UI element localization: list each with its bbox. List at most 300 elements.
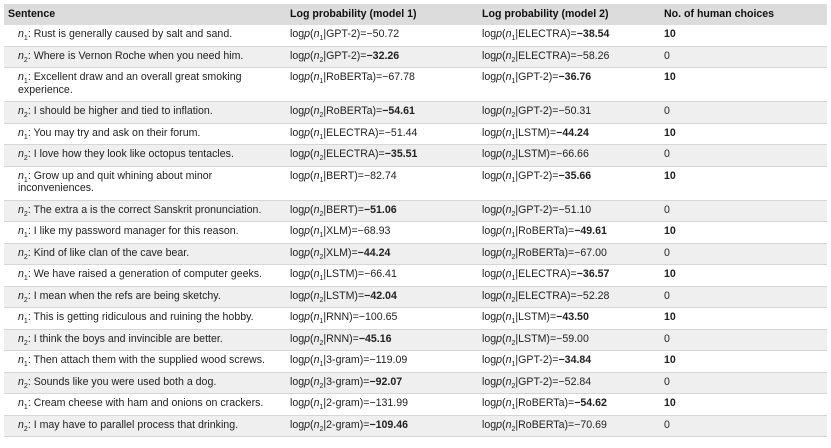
log-prob-cell: $\log p(n_2|RoBERTa)=-70.69$ — [478, 415, 660, 437]
choices-value: 0 — [664, 148, 670, 160]
prob-symbol: p — [304, 418, 311, 431]
prob-symbol: p — [304, 28, 311, 40]
choices-cell — [660, 394, 827, 416]
sentence-cell: $n_2$: I should be higher and tied to inflation. — [4, 102, 286, 124]
sentence-var: n — [313, 375, 320, 388]
log-prob-cell: $\log p(n_2|XLM)=-44.24$ — [286, 243, 478, 265]
sentence-var: n — [18, 375, 24, 388]
prob-symbol: p — [496, 126, 503, 139]
log-prob-cell: $\log p(n_2|GPT-2)=-51.10$ — [478, 200, 660, 222]
sentence-index: 2 — [319, 425, 324, 433]
log-prob-cell: $\log p(n_1|2-gram)=-131.99$ — [286, 394, 478, 416]
sentence-index: 1 — [511, 318, 516, 326]
table-row — [4, 166, 827, 200]
choices-value: 10 — [664, 71, 676, 83]
sentence-text: Grow up and quit whining about minor inconveniences. — [18, 169, 213, 194]
prob-symbol: p — [304, 268, 311, 280]
choices-cell — [660, 123, 827, 145]
sentence-text: I mean when the refs are being sketchy. — [33, 289, 221, 302]
prob-symbol: p — [304, 71, 311, 83]
sentence-index: 1 — [511, 133, 516, 141]
prob-symbol: p — [496, 148, 503, 160]
sentence-index: 2 — [23, 253, 28, 261]
sentence-var: n — [505, 169, 512, 182]
log-prob-cell: $\log p(n_1|RNN)=-100.65$ — [286, 308, 478, 330]
sentence-cell: $n_2$: Sounds like you were used both a dog. — [4, 372, 286, 394]
sentence-var: n — [505, 246, 512, 259]
sentence-index: 1 — [23, 133, 28, 141]
log-prob-cell: $\log p(n_2|ELECTRA)=-35.51$ — [286, 145, 478, 167]
log-prob-value: −100.65 — [358, 311, 398, 323]
sentence-index: 2 — [319, 253, 324, 261]
log-prob-cell: $\log p(n_2|LSTM)=-66.66$ — [478, 145, 660, 167]
sentence-var: n — [313, 354, 320, 366]
sentence-index: 1 — [319, 176, 324, 184]
model-name: 2-gram — [326, 397, 360, 409]
sentence-index: 2 — [319, 155, 324, 163]
log-prob-value: −52.28 — [576, 289, 610, 302]
sentence-var: n — [313, 203, 320, 216]
log-prob-value: −67.00 — [574, 246, 607, 259]
log-prob-value: −68.93 — [357, 225, 391, 237]
choices-value: 10 — [664, 268, 676, 280]
choices-value: 0 — [664, 289, 670, 302]
log-prob-value: −54.62 — [574, 397, 607, 409]
sentence-index: 1 — [23, 275, 28, 283]
sentence-var: n — [18, 225, 24, 237]
sentence-index: 1 — [511, 275, 516, 283]
prob-symbol: p — [496, 28, 503, 40]
sentence-cell: $n_2$: I love how they look like octopus tentacles. — [4, 145, 286, 167]
prob-symbol: p — [496, 169, 503, 182]
log-prob-value: −92.07 — [369, 375, 403, 388]
log-prob-value: −52.84 — [558, 375, 592, 388]
log-prob-value: −44.24 — [556, 126, 589, 139]
log-prob-value: −66.66 — [556, 148, 589, 160]
log-prob-cell: $\log p(n_1|LSTM)=-44.24$ — [478, 123, 660, 145]
sentence-cell: $n_1$: Excellent draw and an overall great smoking experience. — [4, 68, 286, 102]
table-row — [4, 145, 827, 167]
model-name: ELECTRA — [518, 49, 568, 62]
sentence-index: 2 — [23, 339, 28, 347]
sentence-var: n — [313, 126, 320, 139]
header-log-prob-model-1: Log probability (model 1) — [286, 4, 478, 25]
sentence-index: 1 — [319, 35, 324, 43]
sentence-var: n — [313, 332, 320, 345]
sentence-text: I should be higher and tied to inflation. — [33, 105, 213, 117]
log-prob-cell: $\log p(n_1|GPT-2)=-36.76$ — [478, 68, 660, 102]
model-name: XLM — [326, 246, 348, 259]
sentence-var: n — [313, 289, 320, 302]
sentence-var: n — [313, 246, 320, 259]
choices-cell — [660, 102, 827, 124]
header-log-prob-model-2: Log probability (model 2) — [478, 4, 660, 25]
sentence-var: n — [505, 268, 512, 280]
choices-value: 10 — [664, 28, 676, 40]
model-name: ELECTRA — [326, 148, 376, 160]
sentence-cell: $n_1$: Rust is generally caused by salt and sand. — [4, 25, 286, 46]
sentence-index: 1 — [511, 35, 516, 43]
sentence-var: n — [18, 49, 24, 62]
log-prob-cell: $\log p(n_2|BERT)=-51.06$ — [286, 200, 478, 222]
sentence-index: 1 — [319, 404, 324, 412]
choices-value: 0 — [664, 49, 670, 62]
sentence-text: Then attach them with the supplied wood screws. — [33, 354, 265, 366]
model-name: LSTM — [518, 126, 547, 139]
sentence-index: 2 — [319, 339, 324, 347]
prob-symbol: p — [304, 354, 311, 366]
prob-symbol: p — [496, 246, 503, 259]
table-row — [4, 415, 827, 437]
choices-value: 10 — [664, 311, 676, 323]
log-prob-cell: $\log p(n_1|BERT)=-82.74$ — [286, 166, 478, 200]
model-name: GPT-2 — [518, 375, 549, 388]
choices-cell — [660, 415, 827, 437]
model-name: LSTM — [326, 289, 355, 302]
sentence-index: 1 — [23, 232, 28, 240]
choices-cell — [660, 25, 827, 46]
model-name: LSTM — [518, 332, 547, 345]
log-prob-cell: $\log p(n_2|2-gram)=-109.46$ — [286, 415, 478, 437]
sentence-cell: $n_1$: Grow up and quit whining about minor inconveniences. — [4, 166, 286, 200]
sentence-cell: $n_2$: I think the boys and invincible are better. — [4, 329, 286, 351]
log-prob-value: −36.76 — [558, 71, 592, 83]
sentence-index: 2 — [23, 210, 28, 218]
sentence-index: 2 — [23, 56, 28, 64]
log-prob-cell: $\log p(n_2|ELECTRA)=-58.26$ — [478, 46, 660, 68]
table-row — [4, 286, 827, 308]
sentence-index: 2 — [319, 112, 324, 120]
choices-value: 0 — [664, 203, 670, 216]
sentence-var: n — [18, 169, 24, 182]
sentence-var: n — [18, 397, 24, 409]
sentence-text: I like my password manager for this reason. — [33, 225, 239, 237]
prob-symbol: p — [304, 126, 311, 139]
sentence-var: n — [313, 148, 320, 160]
sentence-var: n — [18, 126, 24, 139]
sentence-index: 2 — [23, 382, 28, 390]
sentence-index: 1 — [23, 78, 28, 86]
prob-symbol: p — [496, 375, 503, 388]
log-prob-value: −66.41 — [364, 268, 397, 280]
log-prob-value: −35.51 — [384, 148, 418, 160]
sentence-var: n — [505, 126, 512, 139]
sentence-text: Cream cheese with ham and onions on crackers. — [33, 397, 264, 409]
sentence-var: n — [18, 418, 24, 431]
log-prob-cell: $\log p(n_2|LSTM)=-42.04$ — [286, 286, 478, 308]
table-row — [4, 308, 827, 330]
prob-symbol: p — [496, 71, 503, 83]
log-prob-cell: $\log p(n_1|RoBERTa)=-54.62$ — [478, 394, 660, 416]
sentence-index: 2 — [511, 339, 516, 347]
prob-symbol: p — [304, 375, 311, 388]
table-row — [4, 372, 827, 394]
sentence-cell: $n_1$: We have raised a generation of computer geeks. — [4, 265, 286, 287]
log-prob-value: −38.54 — [576, 28, 610, 40]
sentence-index: 1 — [319, 275, 324, 283]
prob-symbol: p — [496, 332, 503, 345]
table-row — [4, 123, 827, 145]
model-name: LSTM — [518, 148, 547, 160]
choices-cell — [660, 308, 827, 330]
log-prob-value: −54.61 — [382, 105, 415, 117]
table-row — [4, 46, 827, 68]
sentence-text: We have raised a generation of computer geeks. — [33, 268, 262, 280]
sentence-var: n — [18, 105, 24, 117]
table-row — [4, 222, 827, 244]
sentence-cell: $n_1$: Then attach them with the supplied wood screws. — [4, 351, 286, 373]
model-name: ELECTRA — [518, 268, 568, 280]
model-name: ELECTRA — [518, 28, 568, 40]
choices-value: 10 — [664, 169, 676, 182]
sentence-index: 1 — [319, 133, 324, 141]
sentence-var: n — [313, 49, 320, 62]
choices-cell — [660, 145, 827, 167]
log-prob-cell: $\log p(n_2|3-gram)=-92.07$ — [286, 372, 478, 394]
log-prob-value: −70.69 — [574, 418, 607, 431]
sentence-var: n — [313, 225, 320, 237]
table-row — [4, 102, 827, 124]
sentence-var: n — [505, 71, 512, 83]
sentence-var: n — [18, 354, 24, 366]
model-name: GPT-2 — [518, 203, 549, 216]
model-name: ELECTRA — [326, 126, 376, 139]
sentence-var: n — [505, 354, 512, 366]
prob-symbol: p — [496, 418, 503, 431]
prob-symbol: p — [304, 397, 311, 409]
sentence-var: n — [18, 71, 24, 83]
sentence-text: Kind of like clan of the cave bear. — [33, 246, 190, 259]
sentence-text: Rust is generally caused by salt and sand. — [33, 28, 233, 40]
choices-cell — [660, 329, 827, 351]
sentence-var: n — [18, 332, 24, 345]
model-name: GPT-2 — [518, 105, 549, 117]
log-prob-cell: $\log p(n_2|LSTM)=-59.00$ — [478, 329, 660, 351]
log-prob-cell: $\log p(n_1|3-gram)=-119.09$ — [286, 351, 478, 373]
sentence-index: 2 — [319, 210, 324, 218]
log-prob-cell: $\log p(n_2|ELECTRA)=-52.28$ — [478, 286, 660, 308]
prob-symbol: p — [304, 225, 311, 237]
prob-symbol: p — [496, 203, 503, 216]
log-prob-cell: $\log p(n_1|RoBERTa)=-67.78$ — [286, 68, 478, 102]
prob-symbol: p — [304, 289, 311, 302]
sentence-var: n — [313, 169, 320, 182]
sentence-cell: $n_1$: Cream cheese with ham and onions on crackers. — [4, 394, 286, 416]
sentence-text: The extra a is the correct Sanskrit pronunciation. — [33, 203, 262, 216]
model-name: BERT — [326, 169, 355, 182]
log-prob-cell: $\log p(n_1|LSTM)=-43.50$ — [478, 308, 660, 330]
model-name: RoBERTa — [518, 397, 565, 409]
header-sentence: Sentence — [4, 4, 286, 25]
prob-symbol: p — [304, 203, 311, 216]
log-prob-cell: $\log p(n_1|LSTM)=-66.41$ — [286, 265, 478, 287]
sentence-var: n — [505, 105, 512, 117]
table-row — [4, 243, 827, 265]
sentence-var: n — [18, 311, 24, 323]
prob-symbol: p — [304, 169, 311, 182]
log-prob-cell: $\log p(n_1|GPT-2)=-35.66$ — [478, 166, 660, 200]
sentence-index: 2 — [23, 155, 28, 163]
log-prob-cell: $\log p(n_1|GPT-2)=-34.84$ — [478, 351, 660, 373]
log-prob-value: −45.16 — [358, 332, 392, 345]
model-name: RNN — [326, 332, 350, 345]
model-name: BERT — [326, 203, 355, 216]
model-name: GPT-2 — [326, 49, 357, 62]
sentence-text: I love how they look like octopus tentacles. — [33, 148, 234, 160]
log-prob-value: −51.10 — [558, 203, 592, 216]
log-prob-cell: $\log p(n_2|GPT-2)=-50.31$ — [478, 102, 660, 124]
prob-symbol: p — [496, 354, 503, 366]
sentence-var: n — [18, 28, 24, 40]
choices-cell — [660, 68, 827, 102]
table-row — [4, 351, 827, 373]
log-prob-value: −34.84 — [558, 354, 592, 366]
model-name: RNN — [326, 311, 350, 323]
model-name: RoBERTa — [326, 71, 373, 83]
choices-value: 0 — [664, 105, 670, 117]
model-name: ELECTRA — [518, 289, 568, 302]
sentence-var: n — [313, 311, 320, 323]
model-name: GPT-2 — [518, 169, 549, 182]
sentence-cell: $n_2$: I mean when the refs are being sketchy. — [4, 286, 286, 308]
choices-value: 10 — [664, 126, 676, 139]
prob-symbol: p — [304, 246, 311, 259]
log-prob-cell: $\log p(n_1|RoBERTa)=-49.61$ — [478, 222, 660, 244]
model-name: RoBERTa — [518, 418, 565, 431]
sentence-text: Sounds like you were used both a dog. — [33, 375, 217, 388]
sentence-cell: $n_2$: The extra a is the correct Sanskrit pronunciation. — [4, 200, 286, 222]
log-prob-cell: $\log p(n_2|RoBERTa)=-54.61$ — [286, 102, 478, 124]
sentence-index: 1 — [319, 361, 324, 369]
sentence-cell: $n_1$: This is getting ridiculous and ruining the hobby. — [4, 308, 286, 330]
sentence-index: 2 — [319, 382, 324, 390]
choices-cell — [660, 200, 827, 222]
sentence-var: n — [18, 203, 24, 216]
sentence-var: n — [313, 105, 320, 117]
model-name: RoBERTa — [518, 246, 565, 259]
log-prob-value: −49.61 — [574, 225, 607, 237]
choices-value: 0 — [664, 418, 670, 431]
sentence-index: 2 — [23, 112, 28, 120]
log-prob-value: −58.26 — [576, 49, 610, 62]
choices-cell — [660, 372, 827, 394]
model-name: GPT-2 — [518, 354, 549, 366]
sentence-index: 2 — [511, 112, 516, 120]
sentence-index: 2 — [511, 382, 516, 390]
sentence-var: n — [505, 148, 512, 160]
log-prob-cell: $\log p(n_1|ELECTRA)=-36.57$ — [478, 265, 660, 287]
prob-symbol: p — [496, 225, 503, 237]
log-prob-value: −119.09 — [369, 354, 408, 366]
sentence-index: 2 — [319, 296, 324, 304]
sentence-var: n — [505, 225, 512, 237]
log-prob-cell: $\log p(n_2|GPT-2)=-52.84$ — [478, 372, 660, 394]
model-name: LSTM — [326, 268, 355, 280]
choices-cell — [660, 166, 827, 200]
model-name: GPT-2 — [326, 28, 357, 40]
header-human-choices: No. of human choices — [660, 4, 827, 25]
sentence-cell: $n_1$: I like my password manager for this reason. — [4, 222, 286, 244]
sentence-index: 1 — [511, 361, 516, 369]
sentence-var: n — [505, 28, 512, 40]
sentence-var: n — [505, 49, 512, 62]
sentence-var: n — [313, 28, 320, 40]
choices-value: 0 — [664, 375, 670, 388]
table-row — [4, 25, 827, 46]
sentence-index: 2 — [319, 56, 324, 64]
choices-cell — [660, 286, 827, 308]
log-prob-cell: $\log p(n_1|GPT-2)=-50.72$ — [286, 25, 478, 46]
log-prob-cell: $\log p(n_2|GPT-2)=-32.26$ — [286, 46, 478, 68]
sentence-cell: $n_2$: Where is Vernon Roche when you need him. — [4, 46, 286, 68]
prob-symbol: p — [496, 268, 503, 280]
table-body — [4, 25, 827, 437]
log-prob-value: −44.24 — [357, 246, 391, 259]
sentence-index: 2 — [511, 425, 516, 433]
sentence-index: 1 — [319, 78, 324, 86]
log-prob-value: −42.04 — [364, 289, 397, 302]
sentence-var: n — [505, 289, 512, 302]
sentence-index: 2 — [511, 155, 516, 163]
sentence-text: Where is Vernon Roche when you need him. — [33, 49, 244, 62]
log-prob-value: −50.72 — [366, 28, 400, 40]
sentence-var: n — [505, 397, 512, 409]
log-prob-value: −109.46 — [369, 418, 409, 431]
sentence-index: 1 — [511, 404, 516, 412]
prob-symbol: p — [304, 105, 311, 117]
sentence-cell: $n_1$: You may try and ask on their forum. — [4, 123, 286, 145]
log-prob-value: −50.31 — [558, 105, 592, 117]
choices-cell — [660, 265, 827, 287]
choices-value: 10 — [664, 397, 676, 409]
sentence-index: 1 — [23, 318, 28, 326]
choices-value: 10 — [664, 225, 676, 237]
choices-value: 0 — [664, 246, 670, 259]
sentence-var: n — [313, 397, 320, 409]
sentence-index: 1 — [511, 232, 516, 240]
model-name: 2-gram — [326, 418, 360, 431]
sentence-text: You may try and ask on their forum. — [33, 126, 201, 139]
sentence-index: 1 — [511, 176, 516, 184]
sentence-var: n — [505, 418, 512, 431]
log-prob-cell: $\log p(n_1|XLM)=-68.93$ — [286, 222, 478, 244]
table-row — [4, 394, 827, 416]
sentence-var: n — [505, 375, 512, 388]
sentence-var: n — [18, 246, 24, 259]
prob-symbol: p — [496, 105, 503, 117]
sentence-var: n — [18, 148, 24, 160]
sentence-index: 1 — [511, 78, 516, 86]
sentence-cell: $n_2$: Kind of like clan of the cave bear. — [4, 243, 286, 265]
prob-symbol: p — [496, 49, 503, 62]
sentence-text: I think the boys and invincible are better. — [33, 332, 223, 345]
prob-symbol: p — [304, 332, 311, 345]
sentence-index: 1 — [23, 361, 28, 369]
choices-cell — [660, 222, 827, 244]
sentence-index: 2 — [23, 296, 28, 304]
log-prob-value: −82.74 — [363, 169, 397, 182]
log-prob-value: −35.66 — [558, 169, 592, 182]
choices-cell — [660, 351, 827, 373]
sentence-index: 2 — [23, 425, 28, 433]
log-prob-value: −59.00 — [556, 332, 589, 345]
sentence-var: n — [505, 332, 512, 345]
sentence-var: n — [18, 268, 24, 280]
sentence-text: Excellent draw and an overall great smoking experience. — [18, 71, 242, 96]
model-name: RoBERTa — [326, 105, 373, 117]
prob-symbol: p — [304, 49, 311, 62]
model-name: RoBERTa — [518, 225, 565, 237]
